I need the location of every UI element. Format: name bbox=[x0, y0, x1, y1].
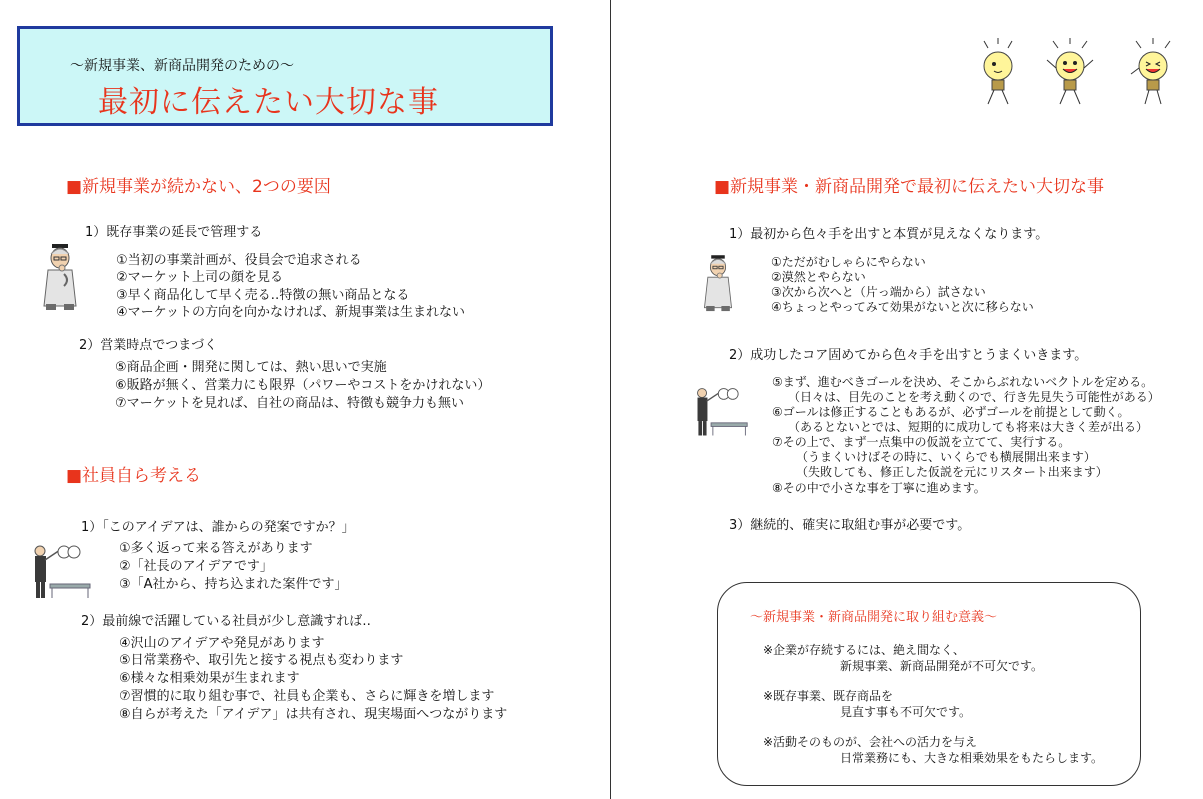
list-item: ③次から次へと（片っ端から）試さない bbox=[771, 285, 986, 299]
box-line: 新規事業、新商品開発が不可欠です。 bbox=[840, 659, 1044, 673]
lightbulb-character-icon bbox=[1044, 38, 1096, 108]
box-line: 日常業務にも、大きな相乗効果をもたらします。 bbox=[840, 751, 1104, 765]
section-heading-important: ■新規事業・新商品開発で最初に伝えたい大切な事 bbox=[714, 177, 1105, 197]
subheading-core: 2）成功したコア固めてから色々手を出すとうまくいきます。 bbox=[729, 348, 1088, 363]
page-divider bbox=[610, 0, 611, 799]
box-line: ※企業が存続するには、絶え間なく、 bbox=[763, 643, 965, 657]
presenter-icon bbox=[693, 384, 749, 440]
list-item: ③「A社から、持ち込まれた案件です」 bbox=[119, 577, 348, 592]
subheading-sales-stumble: 2）営業時点でつまづく bbox=[79, 338, 218, 353]
list-item: ①多く返って来る答えがあります bbox=[119, 541, 313, 556]
list-item: ⑥ゴールは修正することもあるが、必ずゴールを前提として動く。 bbox=[772, 405, 1130, 419]
lightbulb-character-icon bbox=[1127, 38, 1179, 108]
list-item: ①当初の事業計画が、役員会で追求される bbox=[116, 253, 362, 268]
section-heading-employees: ■社員自ら考える bbox=[66, 466, 202, 486]
list-item: ⑦マーケットを見れば、自社の商品は、特徴も競争力も無い bbox=[115, 396, 465, 411]
list-item: ⑤日常業務や、取引先と接する視点も変わります bbox=[119, 653, 404, 668]
list-item: ⑧自らが考えた「アイデア」は共有され、現実場面へつながります bbox=[119, 707, 508, 722]
title-box bbox=[17, 26, 553, 126]
subheading-existing-business: 1）既存事業の延長で管理する bbox=[85, 225, 263, 240]
list-item: ④ちょっとやってみて効果がないと次に移らない bbox=[771, 300, 1034, 314]
list-item: ⑦習慣的に取り組む事で、社員も企業も、さらに輝きを増します bbox=[119, 689, 495, 704]
subheading-focus: 1）最初から色々手を出すと本質が見えなくなります。 bbox=[729, 227, 1049, 242]
list-item-note: （日々は、目先のことを考え動くので、行き先見失う可能性がある） bbox=[788, 390, 1160, 404]
list-item: ⑦その上で、まず一点集中の仮説を立てて、実行する。 bbox=[772, 435, 1071, 449]
list-item: ④マーケットの方向を向かなければ、新規事業は生まれない bbox=[116, 305, 466, 320]
thinking-professor-icon bbox=[34, 244, 86, 312]
page-title: 最初に伝えたい大切な事 bbox=[98, 85, 439, 120]
list-item: ③早く商品化して早く売る‥特徴の無い商品となる bbox=[116, 288, 410, 303]
thinking-professor-icon bbox=[696, 254, 740, 314]
subheading-idea-origin: 1）「このアイデアは、誰からの発案ですか？」 bbox=[81, 520, 355, 535]
box-line: 見直す事も不可欠です。 bbox=[840, 705, 972, 719]
list-item: ⑥様々な相乗効果が生まれます bbox=[119, 671, 300, 686]
list-item-note: （うまくいけばその時に、いくらでも横展開出来ます） bbox=[796, 450, 1096, 464]
box-line: ※既存事業、既存商品を bbox=[763, 689, 894, 703]
list-item: ②マーケット上司の顔を見る bbox=[116, 270, 284, 285]
list-item: ⑤まず、進むべきゴールを決め、そこからぶれないベクトルを定める。 bbox=[772, 375, 1154, 389]
list-item: ①ただがむしゃらにやらない bbox=[771, 255, 926, 269]
subheading-frontline: 2）最前線で活躍している社員が少し意識すれば‥ bbox=[81, 614, 371, 629]
section-heading-factors: ■新規事業が続かない、2つの要因 bbox=[66, 177, 331, 197]
lightbulb-character-icon bbox=[978, 38, 1024, 108]
list-item: ②漠然とやらない bbox=[771, 270, 866, 284]
list-item: ⑤商品企画・開発に関しては、熱い思いで実施 bbox=[115, 360, 387, 375]
list-item-note: （失敗しても、修正した仮説を元にリスタート出来ます） bbox=[796, 465, 1108, 479]
presenter-icon bbox=[30, 544, 92, 600]
list-item: ⑧その中で小さな事を丁寧に進めます。 bbox=[772, 481, 986, 495]
title-subtitle: ～新規事業、新商品開発のための～ bbox=[70, 58, 294, 74]
list-item: ⑥販路が無く、営業力にも限界（パワーやコストをかけれない） bbox=[115, 378, 491, 393]
list-item-note: （あるとないとでは、短期的に成功しても将来は大きく差が出る） bbox=[788, 420, 1149, 434]
list-item: ④沢山のアイデアや発見があります bbox=[119, 636, 325, 651]
box-line: ※活動そのものが、会社への活力を与え bbox=[763, 735, 978, 749]
significance-box-title: ～新規事業・新商品開発に取り組む意義～ bbox=[750, 610, 998, 625]
list-item: ②「社長のアイデアです」 bbox=[119, 559, 273, 574]
subheading-continuous: 3）継続的、確実に取組む事が必要です。 bbox=[729, 518, 971, 533]
